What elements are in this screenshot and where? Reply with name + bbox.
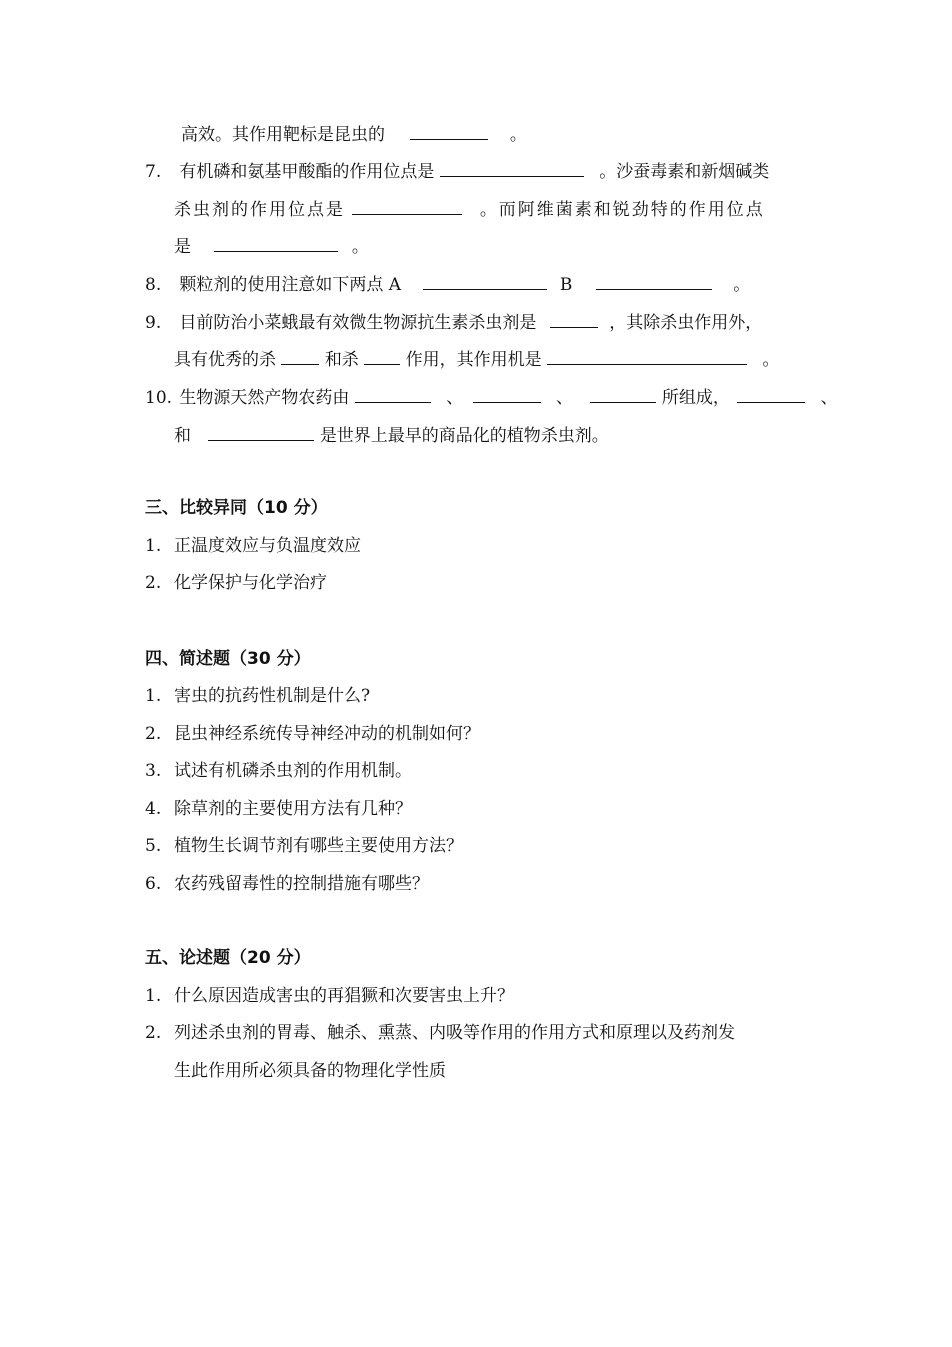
section4-item-2: [145, 722, 480, 746]
section4-item-4-text: 除草剂的主要使用方法有几种？: [174, 799, 412, 819]
q10-text-a: 生物源天然产物农药由: [179, 388, 350, 408]
q8-line: [145, 272, 750, 296]
section5-item-2-number: 2.: [145, 1023, 162, 1043]
q9-text-f: 。: [762, 350, 780, 370]
section4-item-5-number: 5.: [145, 836, 162, 856]
section4-item-1-number: 1.: [145, 686, 162, 706]
section3-item-1: [145, 534, 361, 558]
section4-title: 四、简述题（30 分）: [145, 649, 311, 669]
q10-text-d: 是世界上最早的商品化的植物杀虫剂。: [319, 426, 609, 446]
q10-blank-3[interactable]: [590, 385, 656, 403]
q9-text-b: ，其除杀虫作用外，: [609, 313, 763, 333]
q10-number: 10.: [145, 388, 173, 408]
section5-item-1-text: 什么原因造成害虫的再猖獗和次要害虫上升？: [174, 986, 514, 1006]
section4-item-1: [145, 684, 370, 708]
section4-item-5: [145, 834, 463, 858]
q7-text-c: 杀虫剂的作用位点是: [174, 200, 345, 220]
section4-item-4-number: 4.: [145, 799, 162, 819]
section4-item-6-text: 农药残留毒性的控制措施有哪些？: [174, 874, 429, 894]
section4-item-6: [145, 872, 429, 896]
q10-sep-3: 、: [820, 388, 838, 408]
q8-blank-b[interactable]: [596, 272, 712, 290]
section4-item-1-text: 害虫的抗药性机制是什么?: [174, 686, 371, 706]
q10-text-c: 和: [174, 426, 191, 446]
section4-item-6-number: 6.: [145, 874, 162, 894]
q6-tail-line: [181, 122, 527, 146]
section3-item-2-text: 化学保护与化学治疗: [174, 573, 327, 593]
q10-text-b: 所组成，: [661, 388, 730, 408]
q7-line-2: [174, 197, 765, 221]
q7-blank-1[interactable]: [440, 159, 584, 177]
section3-item-2: [145, 571, 327, 595]
q6-end: 。: [509, 125, 527, 145]
q10-line-1: [145, 385, 838, 409]
q9-text-a: 目前防治小菜蛾最有效微生物源抗生素杀虫剂是: [179, 313, 537, 333]
q7-number: 7.: [145, 162, 162, 182]
section5-item-2-text: 列述杀虫剂的胃毒、触杀、熏蒸、内吸等作用的作用方式和原理以及药剂发: [174, 1023, 735, 1043]
q10-sep-2: 、: [556, 388, 574, 408]
q8-blank-a[interactable]: [423, 272, 547, 290]
q6-blank[interactable]: [410, 122, 488, 140]
q8-text-a: 颗粒剂的使用注意如下两点 A: [179, 275, 402, 295]
q8-text-b: B: [559, 275, 573, 295]
q7-text-a: 有机磷和氨基甲酸酯的作用位点是: [179, 162, 435, 182]
section4-item-4: [145, 797, 412, 821]
section3-item-1-number: 1.: [145, 536, 162, 556]
q9-blank-2[interactable]: [281, 347, 319, 365]
q6-tail-text: 高效。其作用靶标是昆虫的: [181, 125, 385, 145]
q9-blank-4[interactable]: [547, 347, 747, 365]
section5-title: 五、论述题（20 分）: [145, 948, 311, 968]
q9-text-c: 具有优秀的杀: [174, 350, 276, 370]
section4-item-3: [145, 759, 412, 783]
q7-text-f: 。: [351, 237, 369, 257]
q9-text-d: 和杀: [324, 350, 359, 370]
q9-line-1: [145, 310, 762, 334]
section4-item-3-text: 试述有机磷杀虫剂的作用机制。: [174, 761, 412, 781]
section4-item-2-number: 2.: [145, 724, 162, 744]
section5-item-1-number: 1.: [145, 986, 162, 1006]
q7-blank-2[interactable]: [352, 197, 462, 215]
q10-sep-1: 、: [446, 388, 464, 408]
section5-item-1: [145, 984, 514, 1008]
section4-item-3-number: 3.: [145, 761, 162, 781]
q7-text-e: 是: [174, 237, 191, 257]
section4-item-5-text: 植物生长调节剂有哪些主要使用方法？: [174, 836, 463, 856]
q7-text-b: 。沙蚕毒素和新烟碱类: [599, 162, 770, 182]
q7-line-3: [174, 234, 369, 258]
q10-blank-5[interactable]: [208, 423, 314, 441]
section3-title: 三、比较异同（10 分）: [145, 498, 328, 518]
q9-text-e: 作用，其作用机是: [405, 350, 542, 370]
section3-item-2-number: 2.: [145, 573, 162, 593]
q9-number: 9.: [145, 313, 162, 333]
q7-line-1: [145, 159, 769, 183]
section5-item-2-continued: 生此作用所必须具备的物理化学性质: [174, 1061, 446, 1081]
q9-blank-3[interactable]: [364, 347, 400, 365]
q8-number: 8.: [145, 275, 162, 295]
section3-item-1-text: 正温度效应与负温度效应: [174, 536, 361, 556]
q7-blank-3[interactable]: [214, 234, 338, 252]
q10-line-2: [174, 423, 609, 447]
section4-item-2-text: 昆虫神经系统传导神经冲动的机制如何？: [174, 724, 480, 744]
q10-blank-4[interactable]: [737, 385, 805, 403]
q7-text-d: 。而阿维菌素和锐劲特的作用位点: [479, 200, 765, 220]
q9-line-2: [174, 347, 779, 371]
q10-blank-2[interactable]: [473, 385, 541, 403]
section5-item-2: [145, 1021, 735, 1045]
q9-blank-1[interactable]: [550, 310, 598, 328]
q10-blank-1[interactable]: [355, 385, 431, 403]
q8-text-c: 。: [733, 275, 751, 295]
